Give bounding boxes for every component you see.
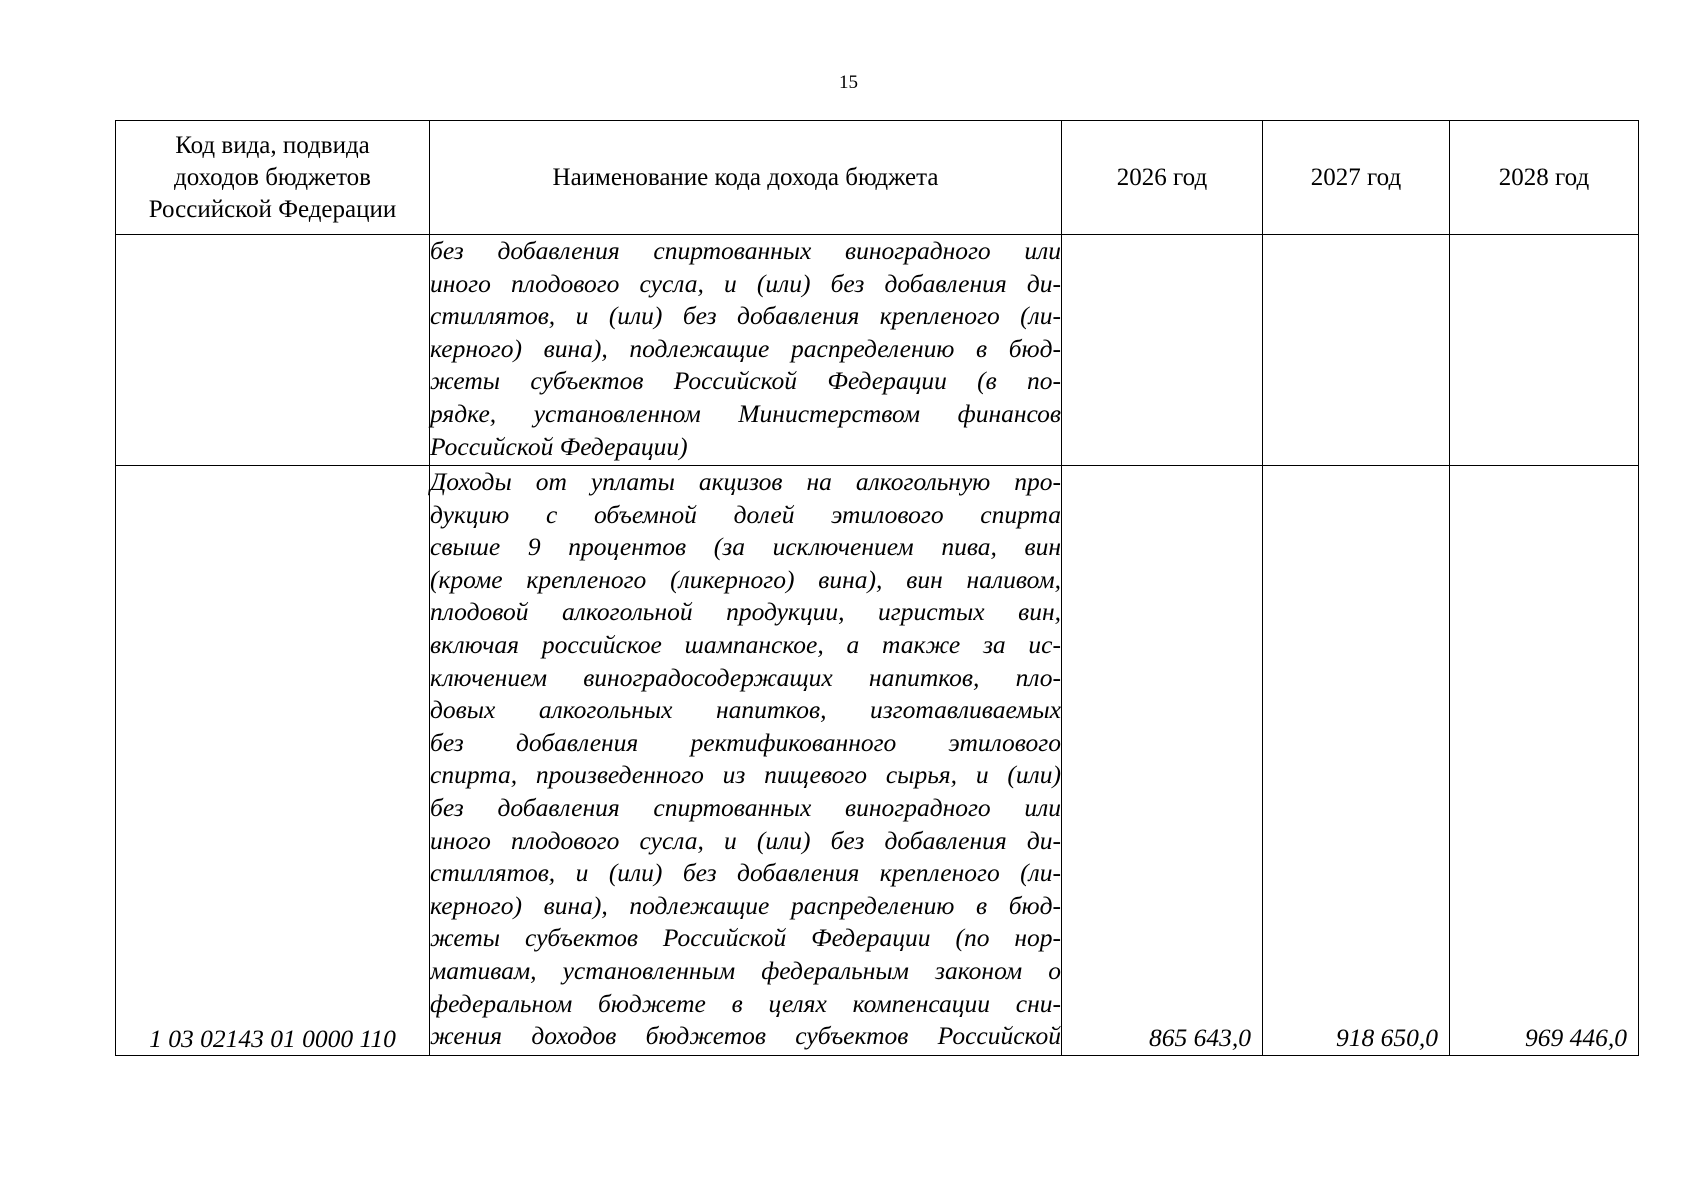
amount-2028-cell: 969 446,0 (1450, 466, 1639, 1056)
description-line: без добавления ректификованного этилового (430, 727, 1061, 757)
description-line: без добавления спиртованных виноградного или (430, 236, 1061, 265)
description-line: рядке, установленном Министерством финансов (430, 398, 1061, 428)
header-code-line: доходов бюджетов (174, 163, 371, 191)
amount-2026-cell (1062, 235, 1263, 466)
description-line: (кроме крепленого (ликерного) вина), вин наливом, (430, 564, 1061, 594)
description-line: дукцию с объемной долей этилового спирта (430, 499, 1061, 529)
description-line: стиллятов, и (или) без добавления крепленого (ли- (430, 301, 1061, 331)
description-line: жения доходов бюджетов субъектов Российской (430, 1021, 1061, 1051)
table-row (116, 466, 1639, 1056)
income-code-cell: 1 03 02143 01 0000 110 (116, 466, 430, 1056)
description-line: керного) вина), подлежащие распределению в бюд- (430, 333, 1061, 363)
description-line: жеты субъектов Российской Федерации (в по- (430, 366, 1061, 396)
amount-2026-cell: 865 643,0 (1062, 466, 1263, 1056)
income-description-cell (430, 235, 1062, 466)
description-line: спирта, произведенного из пищевого сырья, и (или) (430, 760, 1061, 790)
income-description-cell (430, 466, 1062, 1056)
description-line: федеральном бюджете в целях компенсации сни- (430, 988, 1061, 1018)
description-line: керного) вина), подлежащие распределению в бюд- (430, 890, 1061, 920)
amount-2027-cell: 918 650,0 (1263, 466, 1450, 1056)
header-code-line: Российской Федерации (148, 195, 397, 223)
budget-income-table (115, 120, 1639, 1056)
header-year-2028: 2028 год (1450, 121, 1639, 235)
description-line: Доходы от уплаты акцизов на алкогольную про- (430, 467, 1061, 496)
amount-2027-cell (1263, 235, 1450, 466)
header-name: Наименование кода дохода бюджета (430, 121, 1062, 235)
description-line: ключением виноградосодержащих напитков, пло- (430, 662, 1061, 692)
description-line: стиллятов, и (или) без добавления крепленого (ли- (430, 858, 1061, 888)
description-line: довых алкогольных напитков, изготавливаемых (430, 695, 1061, 725)
description-line: иного плодового сусла, и (или) без добавления ди- (430, 825, 1061, 855)
table-row (116, 235, 1639, 466)
header-year-2026: 2026 год (1062, 121, 1263, 235)
description-line: без добавления спиртованных виноградного или (430, 792, 1061, 822)
description-line: жеты субъектов Российской Федерации (по нор- (430, 923, 1061, 953)
table-header-row (116, 121, 1639, 235)
description-line: Российской Федерации) (430, 431, 688, 461)
description-line: включая российское шампанское, а также за ис- (430, 629, 1061, 659)
description-line: плодовой алкогольной продукции, игристых вин, (430, 597, 1061, 627)
header-code (116, 121, 430, 235)
header-code-line: Код вида, подвида (175, 131, 370, 159)
description-line: свыше 9 процентов (за исключением пива, вин (430, 532, 1061, 562)
header-year-2027: 2027 год (1263, 121, 1450, 235)
page-number: 15 (839, 72, 858, 93)
amount-2028-cell (1450, 235, 1639, 466)
income-code-cell (116, 235, 430, 466)
description-line: мативам, установленным федеральным законом о (430, 955, 1061, 985)
description-line: иного плодового сусла, и (или) без добавления ди- (430, 268, 1061, 298)
